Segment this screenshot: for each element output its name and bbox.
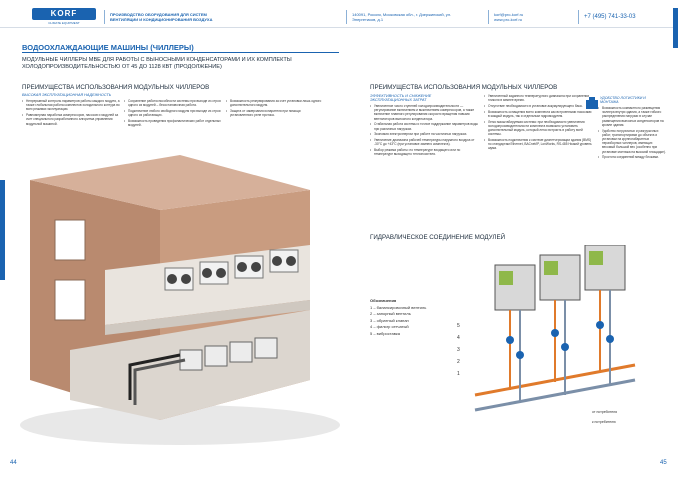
side-col [598, 106, 666, 161]
page-tab-right [673, 8, 678, 48]
logistics-icon [585, 96, 599, 110]
legend-item: 2 – запорный вентиль [370, 311, 411, 316]
window [55, 220, 85, 260]
legend-title: Обозначения [370, 298, 397, 303]
list-item: • Возможность проведения профилактических работ отдельных модулей. [124, 119, 222, 127]
condenser-unit [165, 268, 193, 290]
right-col-1 [370, 104, 480, 158]
list-item: • Равномерная наработка компрессоров, насосов и модулей за счет специального разработанного алгоритма управления модульной машиной. [22, 113, 120, 126]
legend-item: 4 – фильтр сетчатый [370, 324, 409, 329]
callout-3: 3 [457, 347, 460, 353]
list-item: • Удобство погрузочных и разгрузочных работ, транспортировки до объекта и установки на крупногабаритных неразборных чиллеров, имеющих весомый большой вес (особенно при установке монтажа на высокий площадке). [598, 129, 666, 154]
left-subheading: ВЫСОКАЯ ЭКСПЛУАТАЦИОННАЯ НАДЕЖНОСТЬ [22, 93, 112, 97]
header-tagline: ПРОИЗВОДСТВО ОБОРУДОВАНИЯ ДЛЯ СИСТЕМ ВЕНТИЛЯЦИИ И КОНДИЦИОНИРОВАНИЯ ВОЗДУХА [110, 12, 213, 22]
chiller-module [585, 245, 625, 290]
window [55, 280, 85, 320]
korf-logo [32, 8, 96, 26]
legend-item: 3 – обратный клапан [370, 317, 409, 323]
hydraulic-heading: ГИДРАВЛИЧЕСКОЕ СОЕДИНЕНИЕ МОДУЛЕЙ [370, 234, 506, 241]
chiller-module [540, 255, 580, 300]
header-phone: +7 (495) 741-33-03 [584, 14, 636, 20]
header-web [494, 12, 554, 22]
valves [506, 321, 614, 359]
header-site[interactable]: www.pro-korf.ru [494, 17, 523, 22]
chiller-module [495, 265, 535, 310]
left-col-1 [22, 99, 120, 127]
list-item: • Увеличение диапазона рабочей температуры наружного воздуха от -30°С до +43°С (при установке зимнего комплекта). [370, 138, 480, 146]
callout-2: 2 [457, 359, 460, 365]
flow-from-label: от потребителя [592, 410, 617, 414]
header-address: 140091, Россия, Московская обл., г. Дзержинский, ул. Энергетиков, д.1 [352, 12, 452, 22]
callout-1: 1 [457, 371, 460, 377]
page-title: ВОДООХЛАЖДАЮЩИЕ МАШИНЫ (ЧИЛЛЕРЫ) [22, 43, 194, 52]
callout-4: 4 [457, 335, 460, 341]
callout-5: 5 [457, 323, 460, 329]
header-divider [488, 10, 489, 24]
list-item: • Подключение любого свободного модуля при выходе из строя одного из работающих. [124, 109, 222, 117]
right-subheading: ЭФФЕКТИВНОСТЬ И СНИЖЕНИЕ ЭКСПЛУАТАЦИОННЫХ ЗАТРАТ [370, 94, 432, 102]
side-heading: УДОБСТВО ЛОГИСТИКИ И МОНТАЖА [600, 96, 646, 105]
legend [370, 298, 426, 337]
list-item: • Возможность подключения к системе диспетчеризации здания (BMS) по стандартам Ethernet, BACnet/IP, LonWorks, RS-485 Низкий уровень шума. [484, 138, 594, 151]
building-illustration [10, 150, 340, 450]
logo-mark: KORF [32, 8, 96, 20]
list-item: • Стабильная работа системы и точное поддержание параметров воды при различных нагрузках. [370, 122, 480, 130]
header-bar [0, 0, 678, 28]
legend-item: 1 – балансировочный вентиль [370, 304, 427, 310]
condenser-unit [270, 250, 298, 272]
list-item: • Возможность резервирования за счет установки лишь одного дополнительного модуля. [226, 99, 324, 107]
header-divider [346, 10, 347, 24]
list-item: • Отсутствие необходимости в установке аккумулирующего бака. [484, 104, 594, 108]
list-item: • Экономия электроэнергии при работе на частичных нагрузках. [370, 132, 480, 136]
hydraulic-diagram [455, 245, 665, 425]
title-rule [22, 52, 339, 53]
list-item: • Увеличенный заданного температурного диапазона при сохранении гликоля в зимнее время. [484, 94, 594, 102]
list-item: • Сохранение работоспособности системы при выходе из строя одного из модулей – бесостановочная работа. [124, 99, 222, 107]
left-col-3 [226, 99, 324, 119]
list-item: • Выбор режима работы: по температуре входящего или по температуре выходящего теплоносителя. [370, 148, 480, 156]
right-col-2 [484, 94, 594, 152]
condenser-unit [235, 256, 263, 278]
left-section-heading: ПРЕИМУЩЕСТВА ИСПОЛЬЗОВАНИЯ МОДУЛЬНЫХ ЧИЛЛЕРОВ [22, 84, 210, 91]
header-email[interactable]: korf@pro-korf.ru [494, 12, 524, 17]
page-subtitle: МОДУЛЬНЫЕ ЧИЛЛЕРЫ MBE ДЛЯ РАБОТЫ С ВЫНОСНЫМИ КОНДЕНСАТОРАМИ И ИХ КОМПЛЕКТЫ ХОЛОДОПРОИЗВОДИТЕЛЬНОСТЬЮ ОТ 45 ДО 1128 КВТ (ПРОДОЛЖЕНИЕ) [22, 57, 292, 70]
page-tab-left [0, 180, 5, 280]
list-item: • Непрерывный контроль параметров работы каждого модуля, а также глобальная работа комплектов холодильного контура во всех режимах эксплуатации. [22, 99, 120, 112]
logo-subtitle: CLIMATE EQUIPMENT [48, 21, 80, 25]
condenser-unit [200, 262, 228, 284]
list-item: • Защита от замерзания испарителя при помощи установленного реле протока. [226, 109, 324, 117]
page-number-left: 44 [10, 460, 17, 466]
list-item: • Простота соединений между блоками. [598, 155, 666, 159]
page-number-right: 45 [660, 460, 667, 466]
list-item: • Возможность оснащения всего комплекта как встроенными насосами в каждый модуль, так и отдельным гидромодулем. [484, 110, 594, 118]
flow-to-label: к потребителю [592, 420, 616, 424]
right-section-heading: ПРЕИМУЩЕСТВА ИСПОЛЬЗОВАНИЯ МОДУЛЬНЫХ ЧИЛЛЕРОВ [370, 84, 558, 91]
header-divider [578, 10, 579, 24]
legend-item: 5 – виброставка [370, 330, 400, 336]
list-item: • Легко масштабируемая система: при необходимости увеличения холодопроизводительности комплекта возможно установить дополнительный модуль, который легко встроить в работу всей системы. [484, 120, 594, 137]
header-divider [104, 10, 105, 24]
list-item: • Возможность компактного размещения чиллера внутри здания, а также гибкого распределения нагрузки в случае размещения выносных конденсаторов на кровле здания. [598, 106, 666, 127]
list-item: • Увеличенное число ступеней холодопроизводительности — регулирование включением и выключением компрессоров, а также включение плавного регулирования скорости вращения новыми вентиляторов выносного конденсатора. [370, 104, 480, 121]
left-col-2 [124, 99, 222, 129]
